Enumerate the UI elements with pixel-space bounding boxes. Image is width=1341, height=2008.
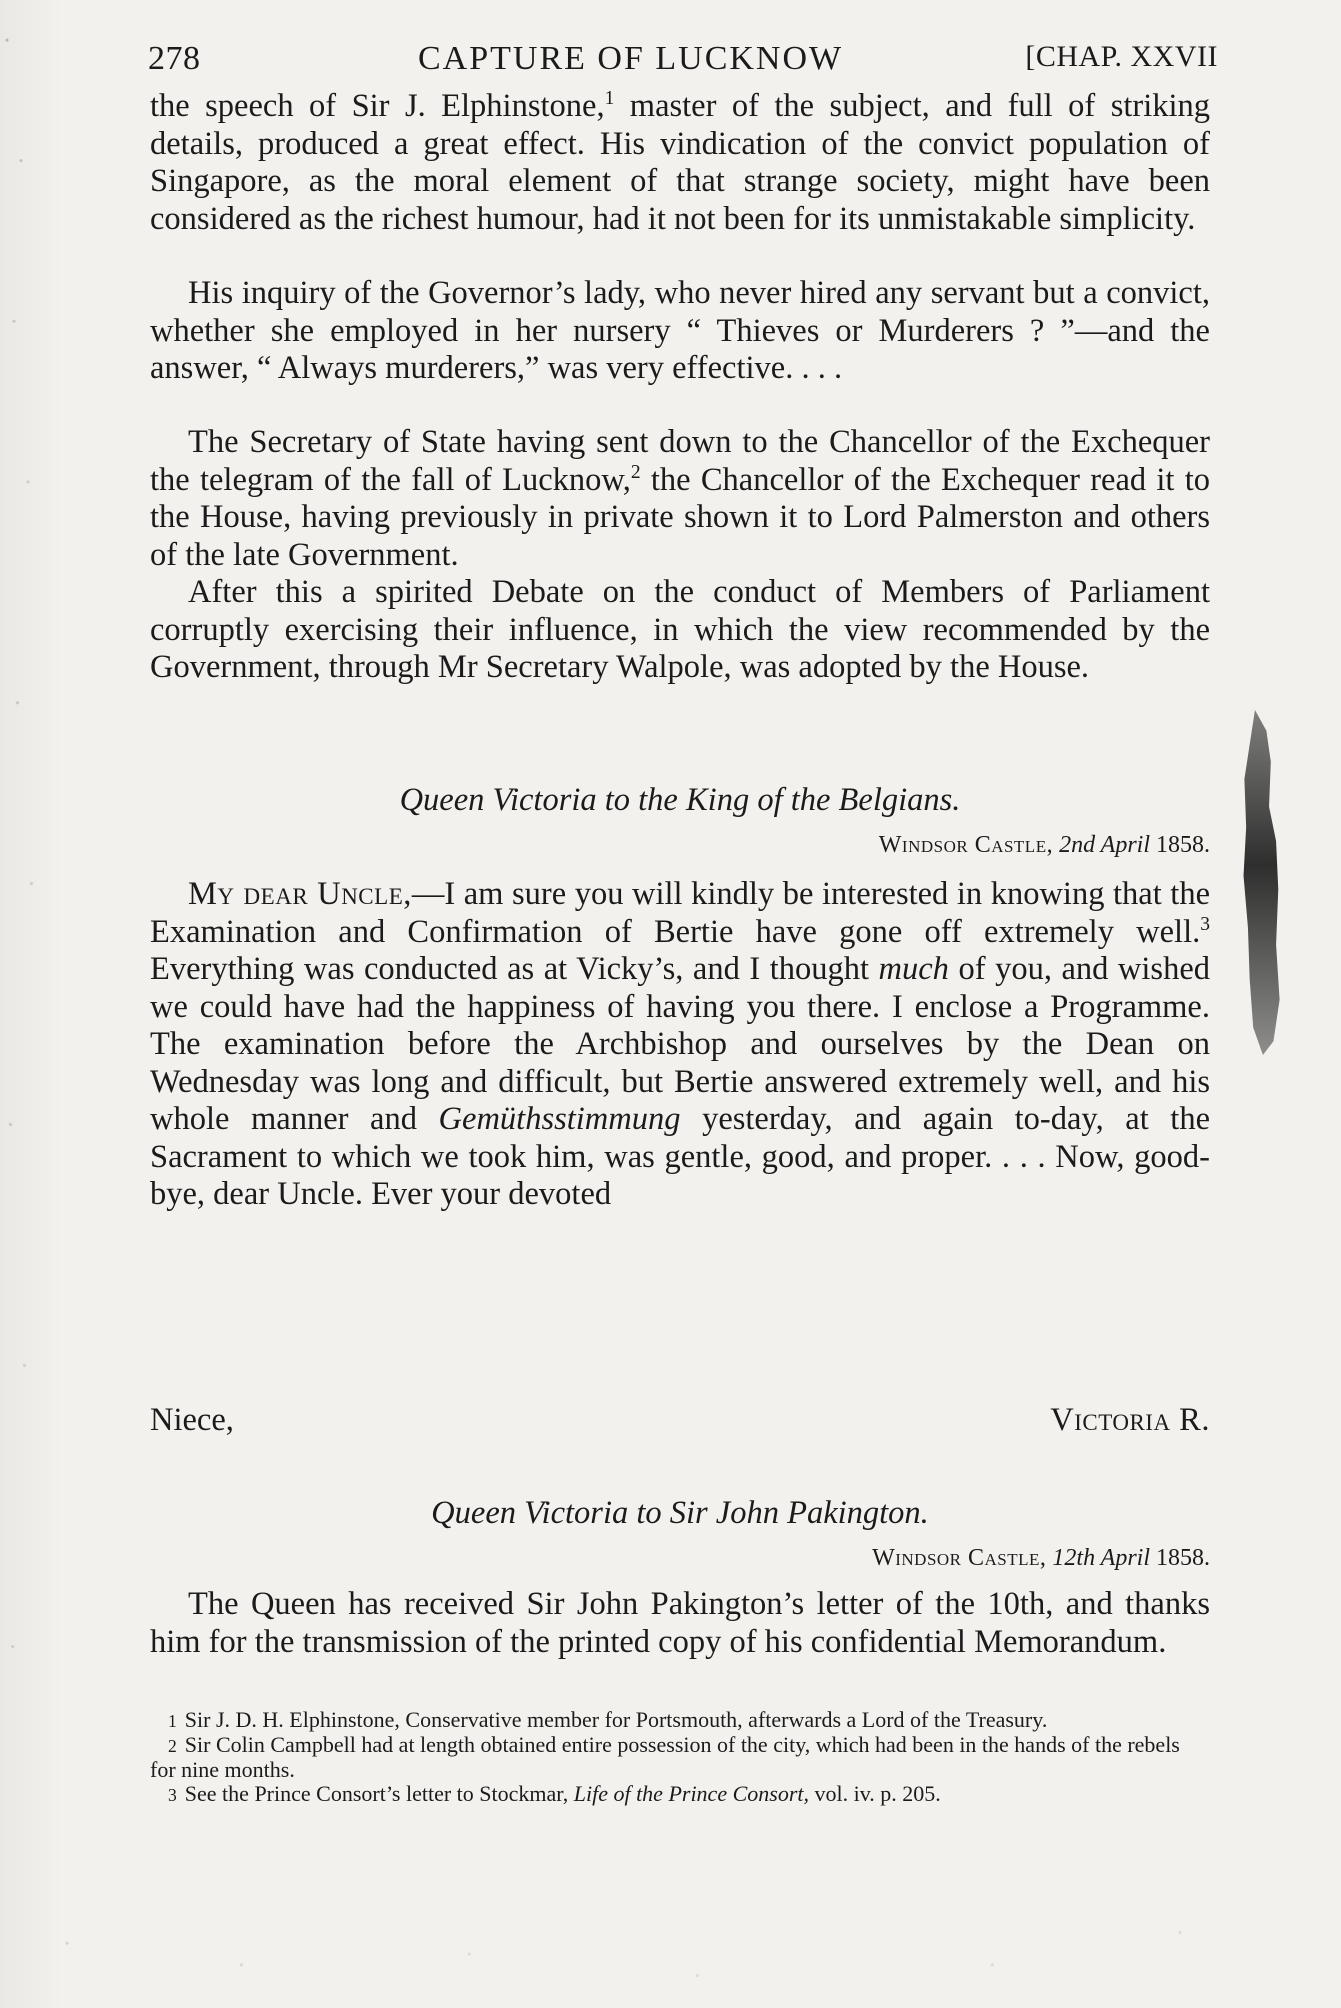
letter2-body: The Queen has received Sir John Pakington’s letter of the 10th, and thanks him for the transmission of the printed copy of his confidential Memorandum. [150, 1586, 1210, 1660]
signature: Victoria R. [1050, 1402, 1210, 1438]
letter1-heading: Queen Victoria to the King of the Belgians. [399, 782, 961, 818]
running-header [148, 42, 1218, 90]
paragraph-inquiry: His inquiry of the Governor’s lady, who never hired any servant but a convict, whether she employed in her nursery “ Thieves or Murderers ? ”—and the answer, “ Always murderers,” was very effective. . . . [150, 275, 1210, 386]
page-number: 278 [148, 40, 201, 77]
paragraph-debate: After this a spirited Debate on the conduct of Members of Parliament corruptly exercising their influence, in which the view recommended by the Government, through Mr Secretary Walpole, was adopted by the House. [150, 574, 1210, 685]
letter1-dateline: Windsor Castle, 2nd April 1858. [878, 832, 1210, 858]
footnote-2: 2 Sir Colin Campbell had at length obtained entire possession of the city, which had been in the hands of the rebels for nine months. [150, 1732, 1180, 1782]
ink-blot-mark [1240, 710, 1284, 1055]
salutation: My dear Uncle, [188, 876, 412, 912]
letter1-body: My dear Uncle,—I am sure you will kindly be interested in knowing that the Examination and Confirmation of Bertie have gone off extremely well.$^3$ Everything was conducted as at Vicky’s, and I thought much of you, and wished we could have had the happiness of having you there. I enclose a Programme. The examination before the Archbishop and ourselves by the Dean on Wednesday was long and difficult, but Bertie answered extremely well, and his whole manner and Gemüthsstimmung yesterday, and again to-day, at the Sacrament to which we took him, was gentle, good, and proper. . . . Now, good-bye, dear Uncle. Ever your devoted [150, 876, 1211, 1212]
footnote-1: 1 Sir J. D. H. Elphinstone, Conservative member for Portsmouth, afterwards a Lord of the Treasury. [168, 1707, 1048, 1732]
running-title: CAPTURE OF LUCKNOW [418, 40, 844, 77]
chapter-label: [CHAP. XXVII [1025, 40, 1218, 73]
page-bottom-texture [0, 1900, 1341, 2008]
page-edge-texture [0, 0, 70, 2008]
footnote-ref-1: 1 [604, 88, 615, 110]
closing: Niece, [150, 1402, 234, 1438]
paragraph-telegram: The Secretary of State having sent down to the Chancellor of the Exchequer the telegram of the fall of Lucknow,$^2$ the Chancellor of the Exchequer read it to the House, having previously in private shown it to Lord Palmerston and others of the late Government. [150, 424, 1211, 573]
footnote-3: 3 See the Prince Consort’s letter to Stockmar, Life of the Prince Consort, vol. iv. p. 205. [168, 1781, 941, 1806]
footnotes [150, 1708, 1205, 1807]
letter2-dateline: Windsor Castle, 12th April 1858. [872, 1545, 1210, 1571]
letter2-heading: Queen Victoria to Sir John Pakington. [431, 1495, 929, 1531]
paragraph-speech: the speech of Sir J. Elphinstone,$^1$ master of the subject, and full of striking details, produced a great effect. His vindication of the convict population of Singapore, as the moral element of that strange society, might have been considered as the richest humour, had it not been for its unmistakable simplicity. [150, 88, 1210, 237]
footnote-ref-2: 2 [630, 461, 641, 483]
footnote-ref-3: 3 [1200, 913, 1210, 935]
